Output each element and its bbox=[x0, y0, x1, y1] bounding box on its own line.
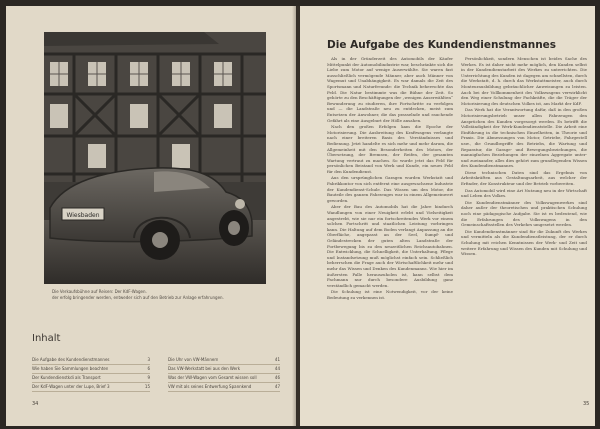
toc-entry[interactable] bbox=[32, 374, 150, 383]
right-page bbox=[300, 6, 595, 426]
toc-entry-title: Die Uhr von VW-Männern bbox=[168, 357, 219, 362]
toc-entry-title: Was der VW-Wagen vom Gesamt wissen soll bbox=[168, 375, 257, 380]
toc-entry[interactable] bbox=[168, 365, 280, 374]
text-column-1 bbox=[327, 56, 453, 302]
paragraph: Persönlichkeit, sondern Menschen ist beides Sache des Werkes. Es ist daher nicht mehr möglich, den Kunden selbst in der Kundendienstarbeit des Werkes zu unterrichten. Die Unterrichtung des Kunden ist dagegen am schnellsten, durch die Werkstatt, d. h. durch das Werkstattmeister, auch durch Monteurausbildung gebräuchlicher Anweisungen zu leisten. Auch bei der Vollkommenheit des Volkswagens verwirklicht den Weg einer Schulung der Fachkräfte, die die Träger der Motorisierung des deutschen Volkes ist, am Markt der KdF. bbox=[461, 56, 587, 106]
page-number-left: 34 bbox=[32, 401, 39, 407]
toc-entry-page: 44 bbox=[274, 366, 280, 371]
paragraph: Die Kundendienstmänner des Volkswagenwerkes sind daher außer der theoretischen und praktischen Schulung noch eine pädagogische Aufgabe. Sie ist es bedeutend, wie die Erfahrungen des Volkswagens in den Gemeinschaftsstellen des Verkehrs umgesetzt werden. bbox=[461, 199, 587, 228]
toc-entry-page: 9 bbox=[147, 375, 150, 380]
toc-entry[interactable] bbox=[168, 374, 280, 383]
toc-entry[interactable] bbox=[32, 383, 150, 392]
toc-entry-title: Der KdF-Wagen unter der Lupe, Brief 3 bbox=[32, 384, 110, 389]
paragraph: Nach den großen Erfolgen kam die Epoche der Motorisierung. Die Ausbreitung des Kraftwagens verlangte nach einer breiteren Basis des Verständnisses und Bedienung. Jetzt handelte es sich mehr und mehr darum, die Allgemeinheit mit den Besonderheiten des Motors, der Übersetzung, der Bremsen, der Reifen, der gesamten Wartung vertraut zu machen. So wurde jetzt das Feld für persönlichen Beistand von Werk und Kunde, ein neues Feld für den Kundendienst. bbox=[327, 124, 453, 174]
page-number-right: 35 bbox=[583, 401, 590, 407]
toc-entry-page: 47 bbox=[274, 384, 280, 389]
caption-line-1: Die Verkaufsbühne auf Reisen: Der KdF-Wagen. bbox=[52, 289, 147, 294]
toc-entry-page: 3 bbox=[147, 357, 150, 362]
paragraph: Die Kundendienstmänner sind für die Zukunft des Werkes und vermitteln als die Kundendienstleistung, der er durch Schulung mit reichen Kenntnissen der Werk- und Zeit und weitere Erfahrung und Wissen des Kunden mit Schulung und Wissen. bbox=[461, 228, 587, 257]
toc-entry[interactable] bbox=[168, 356, 280, 365]
toc-title: Inhalt bbox=[32, 333, 61, 344]
paragraph: Die Schulung ist eine Notwendigkeit, vor der keine Bedeutung zu verkennen ist. bbox=[327, 289, 453, 300]
photo-caption bbox=[52, 289, 267, 301]
toc-entry-title: Das VW-Werkstatt bei aus den Werk bbox=[168, 366, 241, 371]
kdf-wagen-photo bbox=[44, 32, 266, 284]
paragraph: Das Automobil wird eine Art Nutzung neu in der Wirtschaft und Leben des Volkes. bbox=[461, 187, 587, 199]
text-column-2 bbox=[461, 56, 587, 258]
left-page bbox=[6, 6, 296, 426]
toc-entry-title: Die Aufgabe des Kundendienstmannes bbox=[32, 357, 110, 362]
toc-column-right bbox=[168, 356, 280, 392]
toc-entry-page: 46 bbox=[274, 375, 280, 380]
license-plate-text: Wiesbaden bbox=[66, 212, 100, 219]
paragraph: Diese technischen Daten sind das Ergebnis von Arbeitskräften aus Gestaltungsarbeit, aus welcher der Erfinder, der Konstrukteur und der Betrieb vorbereiten. bbox=[461, 169, 587, 187]
paragraph: Aber der Bau des Automobils hat die Jahre hindurch Wandlungen von einer Neuigkeit erlebt und Vielseitigkeit angestrebt, wie sie nur ein fortschreitendes Werk vor einem solchen Fortschritt und staatlichen Leistung vorbringen kann. Die Haltung auf dem Boden verlangt Anpassung an die Oberfläche, angepasst an der Seel, Sumpf- und Geländestrecken der guten alten Landstraße der Fortbewegung bis zu den neuzeitlichen Reichsautobahnen. Die Entwicklung, die Schnelligkeit, die Unterhaltung, Pflege und Instandsetzung muß möglichst einfach sein. Schließlich beherrschen die Frage auch der Wirtschaftlichkeit mehr und mehr das Wissen und Denken des Kundenmanns. Wie hier im äußersten Falle herauszuholen ist, kann selbst dem Fachmann nur durch besondere Ausbildung ganz verständlich gemacht werden. bbox=[327, 204, 453, 288]
toc-entry-page: 6 bbox=[147, 366, 150, 371]
toc-entry-page: 41 bbox=[274, 357, 280, 362]
paragraph: Als in der Gründerzeit des Automobils der Käufer Mittelpunkt der Automobilindustrie war, beschränkte sich die Liebe zum Motor auf wenige Auserwählte. Sie waren fast ausschließlich vermögende Männer, aber auch Männer von Wagemut und Unabhängigkeit. Es war damals die Zeit des Sportsmann und Naturfreunde: die Technik beherrschte das Feld. Die Natur bestimmte was die Bühne der Zeit. So gehörte zu den Beschäftigungen der „wenigen Auserwählten“ Bewunderung zu studieren, ihre Fortschritte zu verfolgen und — die Landstraße neu zu entdecken, meist zum Entsetzen der Anwohner, die das prasselnde und rauchende Gefährt als eine Ausgeburt der Hölle ansahen. bbox=[327, 56, 453, 123]
paragraph: Aus den ursprünglichen Garagen wurden Werkstatt und Fabrikkontor von sich entfernt eine ausgewachsene Industrie der Kundendienst-Schule. Das Wissen um den Motor, die Bauteile des ganzen Fahrzeuges war in einem Allgemeinwert geworden. bbox=[327, 175, 453, 203]
toc-entry[interactable] bbox=[168, 383, 280, 392]
toc-entry[interactable] bbox=[32, 365, 150, 374]
caption-line-2: der erfolg bringender werden, entweder sich auf den Betrieb zur Anlage erfahrungen. bbox=[52, 295, 224, 300]
toc-column-left bbox=[32, 356, 150, 392]
toc-entry-title: Wie haben Sie Sammlungen beachten bbox=[32, 366, 109, 371]
paragraph: Das Werk hat die Verantwortung dafür, daß in den großen Motorisierungsbetrieb unser allen Fahrzeugen den Ansprüchen des Kunden vorgesorgt werden. Es betrifft die Vollständigkeit der Werk-Kundendienststelle. Die Arbeit eine Einführung in die technischen Einzelheiten, in Theorie und Praxis. Die Abmessungen von Motor, Getriebe, Fahrgestell usw., die Grundbegriffe des Betriebs, die Wartung und Reparatur, die Garage- und Bewegungsbeziehungen, die mannigfachen Beziehungen der einzelnen Aggregate unter- und zueinander, alles dies gehört zum grundlegenden Wissen des Kundendienstmannes. bbox=[461, 107, 587, 169]
toc-entry-page: 15 bbox=[144, 384, 150, 389]
photo-illustration bbox=[44, 32, 266, 284]
toc-entry-title: VW mit als seines Entwerfung Spannkend bbox=[168, 384, 252, 389]
toc-entry[interactable] bbox=[32, 356, 150, 365]
article-heading: Die Aufgabe des Kundendienstmannes bbox=[327, 39, 557, 51]
toc-entry-title: Der Kundendienstkdi als Transport bbox=[32, 375, 101, 380]
